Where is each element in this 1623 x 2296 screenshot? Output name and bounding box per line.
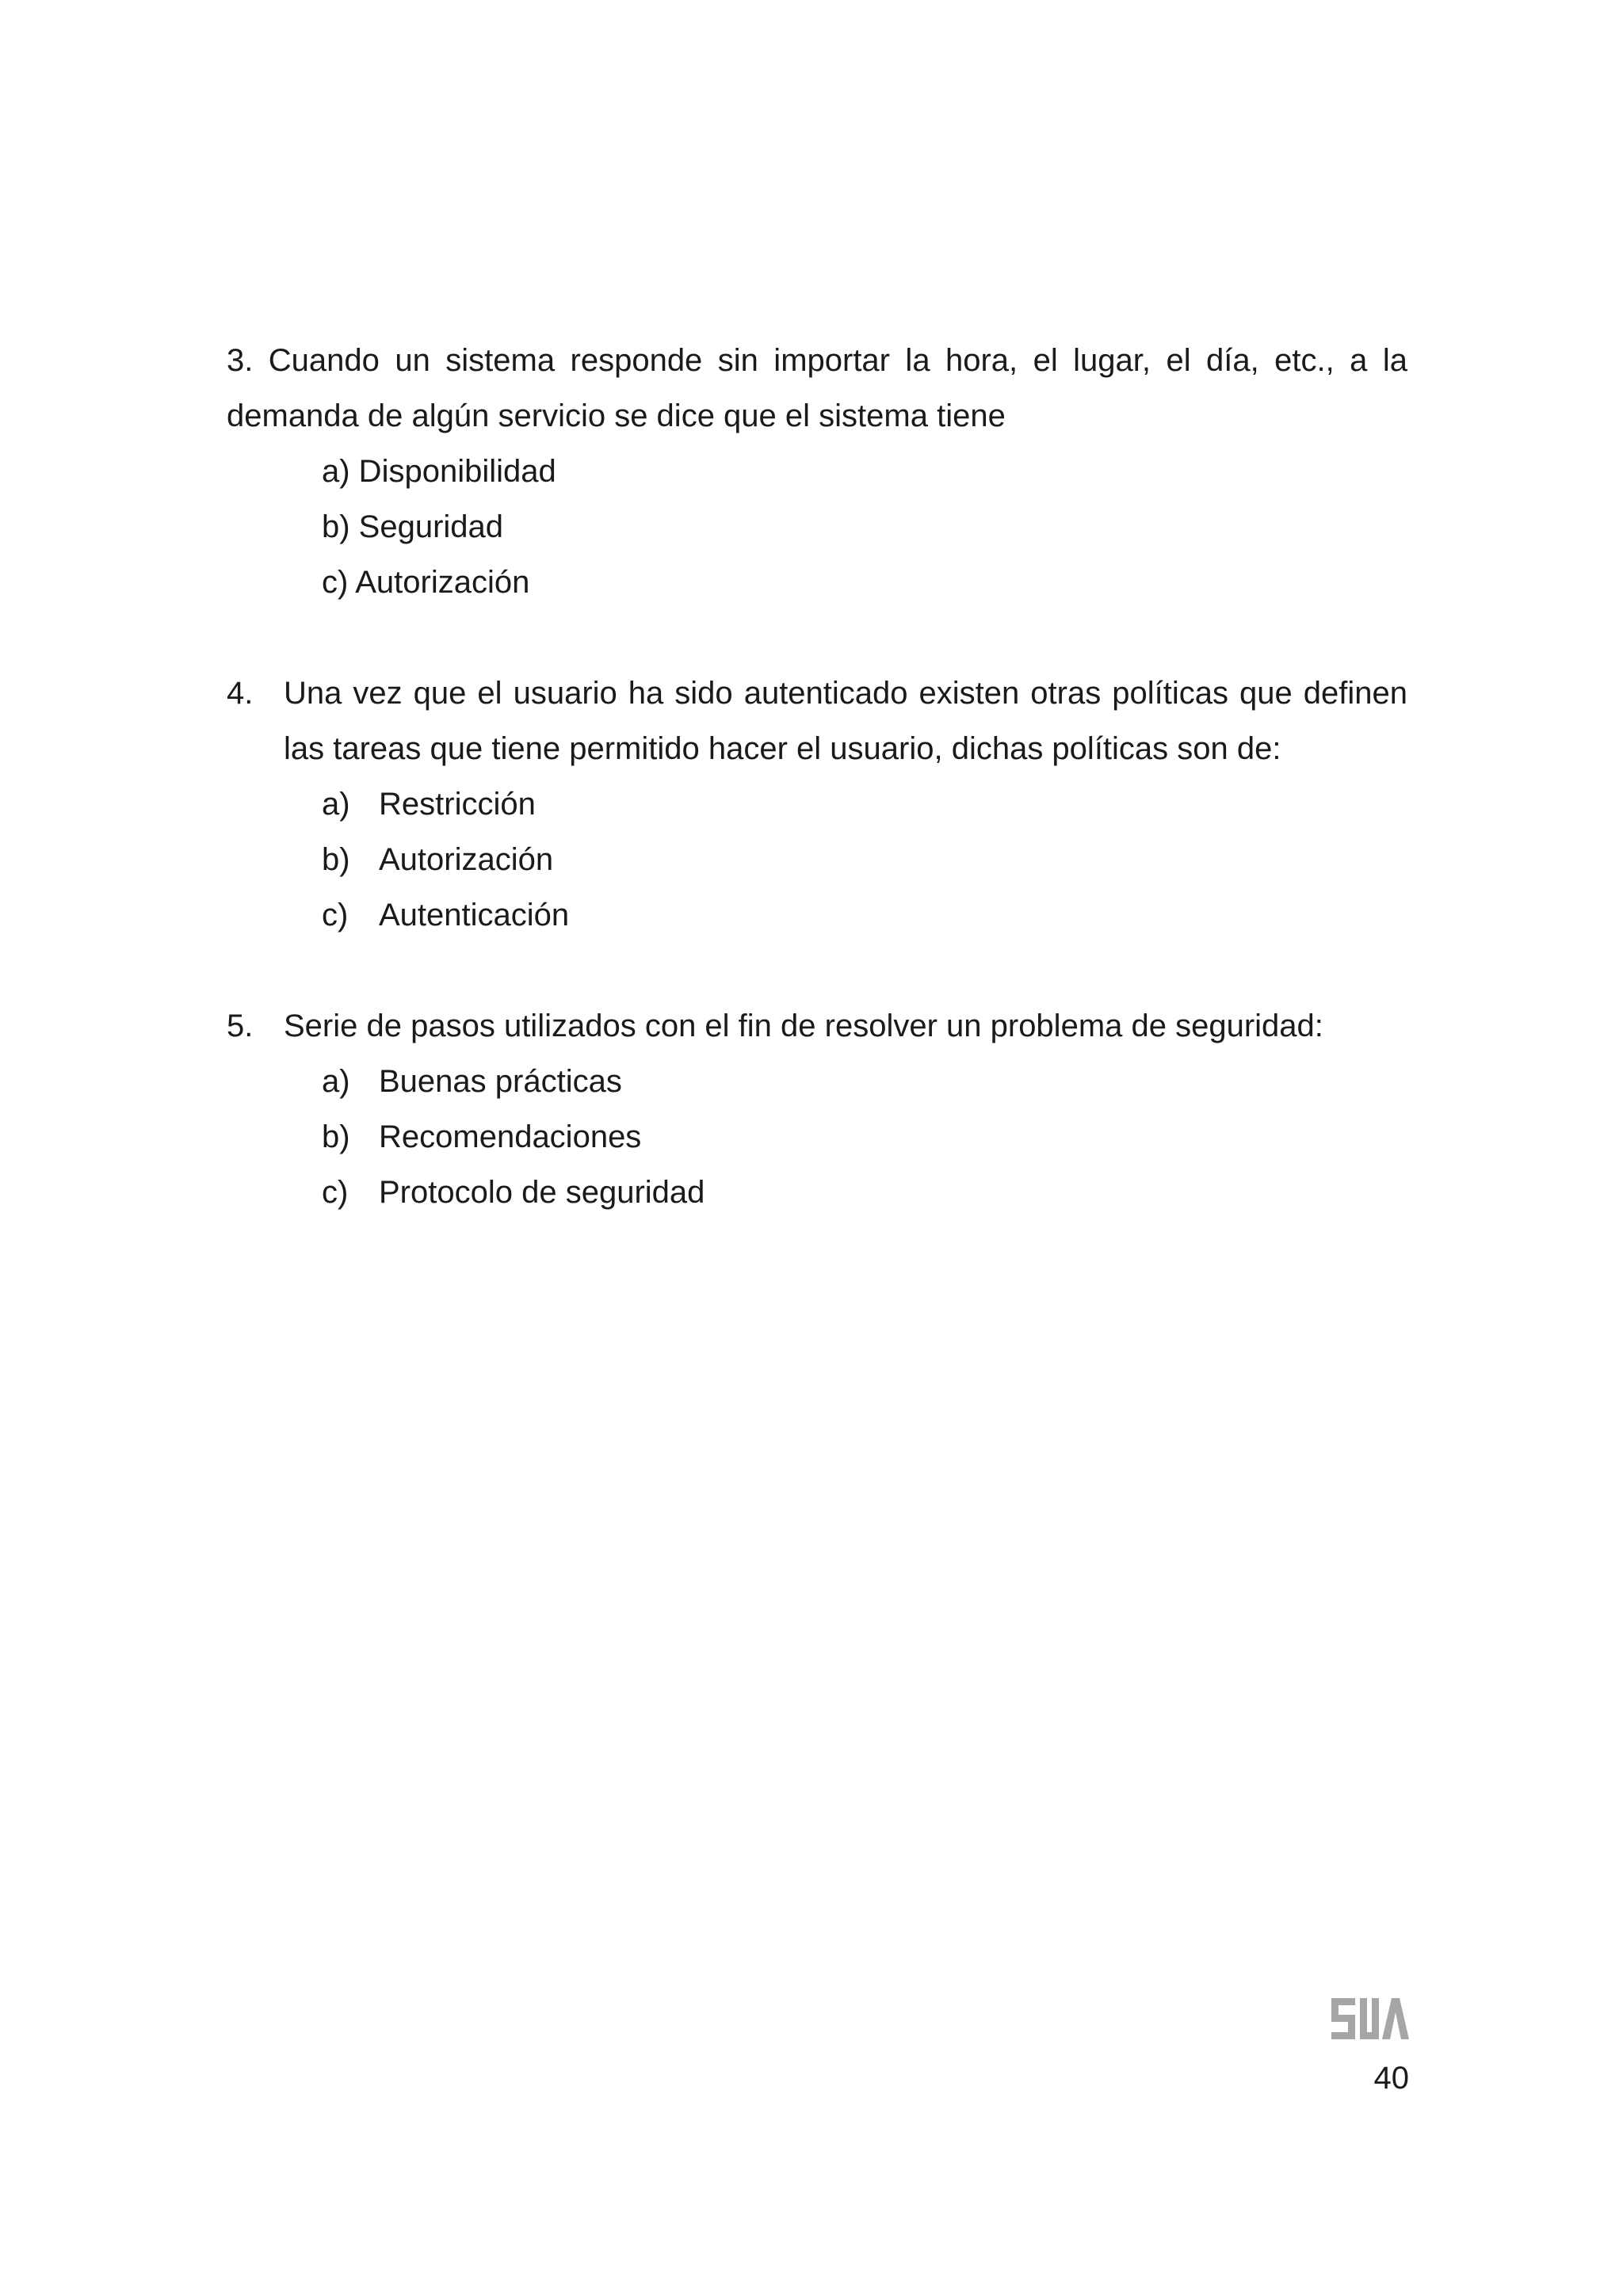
option-text: Recomendaciones	[379, 1119, 642, 1154]
question-4-option-a	[322, 776, 1407, 832]
option-letter: a)	[322, 787, 350, 822]
page-number: 40	[1373, 2061, 1409, 2096]
option-letter: b)	[322, 1119, 350, 1154]
quiz-content	[227, 333, 1407, 1220]
option-text: Autorización	[379, 842, 554, 877]
question-3-option-a: a) Disponibilidad	[322, 454, 556, 489]
option-text: Protocolo de seguridad	[379, 1175, 705, 1210]
option-letter: c)	[322, 1175, 349, 1210]
question-5-text: Serie de pasos utilizados con el fin de resolver un problema de seguridad:	[284, 1009, 1323, 1043]
question-5	[227, 998, 1407, 1220]
question-5-number: 5.	[227, 1009, 254, 1043]
option-letter: b)	[322, 842, 350, 877]
option-letter: a)	[322, 1064, 350, 1099]
option-text: Restricción	[379, 787, 536, 822]
question-4-option-b	[322, 832, 1407, 887]
question-5-option-c	[322, 1165, 1407, 1220]
spacer	[227, 943, 1407, 998]
question-5-options	[227, 1054, 1407, 1220]
question-3-option-c: c) Autorización	[322, 565, 530, 600]
question-3-text: 3. Cuando un sistema responde sin importar la hora, el lugar, el día, etc., a la demanda de algún servicio se dice que el sistema tiene	[227, 343, 1407, 433]
question-4-stem	[227, 666, 1407, 776]
question-3-option-b: b) Seguridad	[322, 509, 504, 544]
question-5-stem	[227, 998, 1407, 1054]
question-5-option-b	[322, 1109, 1407, 1165]
option-letter: c)	[322, 898, 349, 933]
question-4-options	[227, 776, 1407, 943]
option-text: Buenas prácticas	[379, 1064, 622, 1099]
question-4	[227, 666, 1407, 943]
question-3-options	[227, 444, 1407, 610]
sua-logo	[1331, 1998, 1409, 2039]
option-text: Autenticación	[379, 898, 570, 933]
question-4-option-c	[322, 887, 1407, 943]
spacer	[227, 610, 1407, 666]
question-4-number: 4.	[227, 676, 254, 711]
question-5-option-a	[322, 1054, 1407, 1109]
question-4-text: Una vez que el usuario ha sido autenticado existen otras políticas que definen las tareas que tiene permitido hacer el usuario, dichas políticas son de:	[284, 676, 1407, 766]
question-3	[227, 333, 1407, 610]
